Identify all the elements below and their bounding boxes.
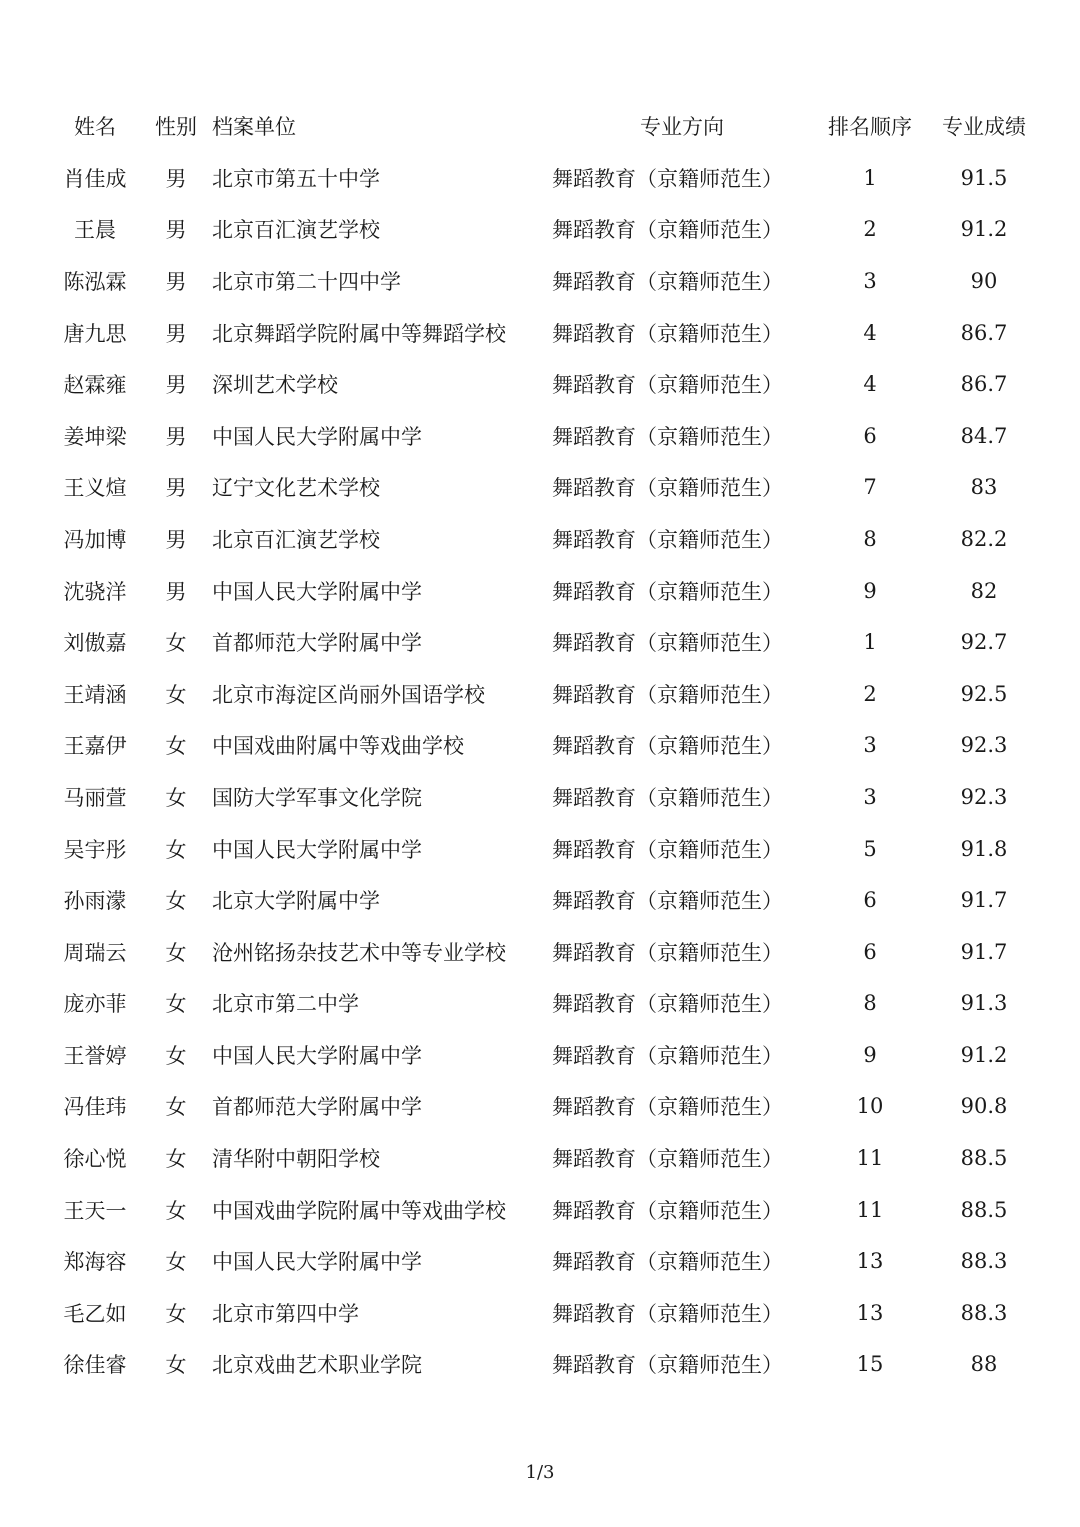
cell-score: 92.5 xyxy=(960,681,1008,706)
cell-unit: 北京市海淀区尚丽外国语学校 xyxy=(212,682,485,707)
cell-major: 舞蹈教育（京籍师范生） xyxy=(552,373,783,398)
score-table xyxy=(50,100,1040,1390)
header-gender: 性别 xyxy=(155,115,197,139)
cell-unit: 首都师范大学附属中学 xyxy=(212,1095,422,1120)
cell-unit: 清华附中朝阳学校 xyxy=(212,1147,380,1172)
cell-unit: 首都师范大学附属中学 xyxy=(212,631,422,656)
cell-rank: 6 xyxy=(863,939,877,964)
cell-gender: 女 xyxy=(165,1147,187,1172)
cell-gender: 男 xyxy=(165,269,187,294)
table-row xyxy=(50,978,1040,1030)
cell-rank: 6 xyxy=(863,888,877,913)
cell-major: 舞蹈教育（京籍师范生） xyxy=(552,269,783,294)
cell-name: 王天一 xyxy=(63,1198,127,1223)
cell-major: 舞蹈教育（京籍师范生） xyxy=(552,424,783,449)
table-body xyxy=(50,152,1040,1390)
header-name: 姓名 xyxy=(74,115,116,139)
cell-rank: 3 xyxy=(863,733,877,758)
cell-rank: 4 xyxy=(863,372,877,397)
cell-name: 冯加博 xyxy=(63,527,127,552)
cell-score: 92.3 xyxy=(960,733,1008,758)
table-row xyxy=(50,1287,1040,1339)
table-row xyxy=(50,668,1040,720)
cell-name: 姜坤梁 xyxy=(63,424,127,449)
table-row xyxy=(50,616,1040,668)
cell-score: 84.7 xyxy=(960,423,1008,448)
cell-gender: 女 xyxy=(165,1095,187,1120)
cell-major: 舞蹈教育（京籍师范生） xyxy=(552,476,783,501)
cell-name: 沈骁洋 xyxy=(63,579,127,604)
cell-name: 冯佳玮 xyxy=(63,1095,127,1120)
cell-name: 王晨 xyxy=(74,218,116,243)
cell-score: 90.8 xyxy=(960,1094,1008,1119)
table-row xyxy=(50,462,1040,514)
cell-unit: 中国人民大学附属中学 xyxy=(212,1250,422,1275)
cell-rank: 1 xyxy=(863,630,877,655)
table-row xyxy=(50,1081,1040,1133)
cell-unit: 中国人民大学附属中学 xyxy=(212,1043,422,1068)
cell-gender: 女 xyxy=(165,992,187,1017)
cell-major: 舞蹈教育（京籍师范生） xyxy=(552,889,783,914)
cell-major: 舞蹈教育（京籍师范生） xyxy=(552,527,783,552)
cell-name: 马丽萱 xyxy=(63,785,127,810)
table-row xyxy=(50,152,1040,204)
header-score: 专业成绩 xyxy=(942,115,1026,139)
cell-unit: 沧州铭扬杂技艺术中等专业学校 xyxy=(212,940,506,965)
cell-score: 91.7 xyxy=(960,888,1008,913)
cell-major: 舞蹈教育（京籍师范生） xyxy=(552,837,783,862)
cell-gender: 女 xyxy=(165,940,187,965)
cell-gender: 女 xyxy=(165,785,187,810)
cell-major: 舞蹈教育（京籍师范生） xyxy=(552,1095,783,1120)
cell-gender: 男 xyxy=(165,373,187,398)
cell-gender: 女 xyxy=(165,682,187,707)
cell-major: 舞蹈教育（京籍师范生） xyxy=(552,166,783,191)
cell-unit: 北京市第二十四中学 xyxy=(212,269,401,294)
table-row xyxy=(50,204,1040,256)
cell-name: 郑海容 xyxy=(63,1250,127,1275)
cell-rank: 11 xyxy=(856,1197,884,1222)
cell-gender: 男 xyxy=(165,527,187,552)
cell-score: 82.2 xyxy=(960,526,1008,551)
cell-major: 舞蹈教育（京籍师范生） xyxy=(552,1250,783,1275)
cell-score: 90 xyxy=(970,268,998,293)
cell-unit: 深圳艺术学校 xyxy=(212,373,338,398)
cell-name: 周瑞云 xyxy=(63,940,127,965)
cell-rank: 3 xyxy=(863,268,877,293)
cell-gender: 女 xyxy=(165,1198,187,1223)
page-number: 1/3 xyxy=(525,1462,555,1483)
cell-rank: 8 xyxy=(863,991,877,1016)
cell-name: 肖佳成 xyxy=(63,166,127,191)
cell-gender: 男 xyxy=(165,321,187,346)
cell-gender: 女 xyxy=(165,837,187,862)
cell-rank: 13 xyxy=(856,1249,884,1274)
cell-name: 王义煊 xyxy=(63,476,127,501)
cell-name: 徐心悦 xyxy=(63,1147,127,1172)
cell-score: 91.3 xyxy=(960,991,1008,1016)
cell-major: 舞蹈教育（京籍师范生） xyxy=(552,218,783,243)
table-row xyxy=(50,771,1040,823)
cell-gender: 女 xyxy=(165,734,187,759)
cell-name: 陈泓霖 xyxy=(63,269,127,294)
cell-name: 唐九思 xyxy=(63,321,127,346)
cell-gender: 女 xyxy=(165,1353,187,1378)
table-row xyxy=(50,307,1040,359)
cell-rank: 3 xyxy=(863,784,877,809)
cell-rank: 7 xyxy=(863,475,877,500)
table-row xyxy=(50,255,1040,307)
cell-score: 91.5 xyxy=(960,165,1008,190)
cell-unit: 北京百汇演艺学校 xyxy=(212,527,380,552)
cell-gender: 女 xyxy=(165,1301,187,1326)
table-row xyxy=(50,1339,1040,1391)
cell-score: 86.7 xyxy=(960,320,1008,345)
table-header xyxy=(50,100,1040,152)
cell-name: 吴宇彤 xyxy=(63,837,127,862)
cell-major: 舞蹈教育（京籍师范生） xyxy=(552,1147,783,1172)
cell-score: 88.3 xyxy=(960,1249,1008,1274)
header-row xyxy=(50,100,1040,152)
cell-major: 舞蹈教育（京籍师范生） xyxy=(552,579,783,604)
cell-rank: 9 xyxy=(863,1042,877,1067)
cell-name: 王誉婷 xyxy=(63,1043,127,1068)
cell-gender: 女 xyxy=(165,1043,187,1068)
table-row xyxy=(50,565,1040,617)
cell-score: 88.5 xyxy=(960,1197,1008,1222)
cell-gender: 女 xyxy=(165,1250,187,1275)
cell-major: 舞蹈教育（京籍师范生） xyxy=(552,631,783,656)
cell-unit: 北京舞蹈学院附属中等舞蹈学校 xyxy=(212,321,506,346)
cell-unit: 中国戏曲学院附属中等戏曲学校 xyxy=(212,1198,506,1223)
cell-name: 徐佳睿 xyxy=(63,1353,127,1378)
cell-rank: 1 xyxy=(863,165,877,190)
cell-major: 舞蹈教育（京籍师范生） xyxy=(552,321,783,346)
cell-score: 91.7 xyxy=(960,939,1008,964)
cell-rank: 2 xyxy=(863,217,877,242)
cell-name: 孙雨濛 xyxy=(63,889,127,914)
cell-major: 舞蹈教育（京籍师范生） xyxy=(552,1198,783,1223)
cell-major: 舞蹈教育（京籍师范生） xyxy=(552,1353,783,1378)
header-major: 专业方向 xyxy=(640,115,724,139)
cell-gender: 男 xyxy=(165,166,187,191)
table-row xyxy=(50,358,1040,410)
cell-score: 91.8 xyxy=(960,836,1008,861)
cell-rank: 11 xyxy=(856,1146,884,1171)
cell-unit: 北京百汇演艺学校 xyxy=(212,218,380,243)
cell-score: 88 xyxy=(970,1352,998,1377)
cell-score: 92.3 xyxy=(960,784,1008,809)
cell-score: 88.3 xyxy=(960,1300,1008,1325)
cell-rank: 5 xyxy=(863,836,877,861)
table-row xyxy=(50,720,1040,772)
table-row xyxy=(50,823,1040,875)
table-row xyxy=(50,410,1040,462)
cell-unit: 中国戏曲附属中等戏曲学校 xyxy=(212,734,464,759)
table-row xyxy=(50,926,1040,978)
cell-name: 赵霖雍 xyxy=(63,373,127,398)
cell-gender: 女 xyxy=(165,631,187,656)
cell-unit: 中国人民大学附属中学 xyxy=(212,579,422,604)
cell-rank: 15 xyxy=(856,1352,884,1377)
table-row xyxy=(50,1132,1040,1184)
cell-rank: 6 xyxy=(863,423,877,448)
cell-gender: 男 xyxy=(165,218,187,243)
cell-gender: 男 xyxy=(165,476,187,501)
cell-unit: 国防大学军事文化学院 xyxy=(212,785,422,810)
cell-name: 王嘉伊 xyxy=(63,734,127,759)
cell-unit: 北京市第四中学 xyxy=(212,1301,359,1326)
header-unit: 档案单位 xyxy=(212,115,296,139)
table-row xyxy=(50,513,1040,565)
table-row xyxy=(50,1235,1040,1287)
cell-major: 舞蹈教育（京籍师范生） xyxy=(552,940,783,965)
cell-major: 舞蹈教育（京籍师范生） xyxy=(552,1301,783,1326)
cell-gender: 男 xyxy=(165,579,187,604)
cell-unit: 中国人民大学附属中学 xyxy=(212,424,422,449)
table-row xyxy=(50,874,1040,926)
table-row xyxy=(50,1029,1040,1081)
cell-name: 庞亦菲 xyxy=(63,992,127,1017)
cell-unit: 辽宁文化艺术学校 xyxy=(212,476,380,501)
cell-score: 83 xyxy=(970,475,998,500)
cell-score: 86.7 xyxy=(960,372,1008,397)
cell-major: 舞蹈教育（京籍师范生） xyxy=(552,1043,783,1068)
cell-score: 92.7 xyxy=(960,630,1008,655)
cell-rank: 9 xyxy=(863,578,877,603)
cell-unit: 北京市第五十中学 xyxy=(212,166,380,191)
cell-rank: 10 xyxy=(856,1094,884,1119)
cell-major: 舞蹈教育（京籍师范生） xyxy=(552,682,783,707)
cell-name: 刘傲嘉 xyxy=(63,631,127,656)
cell-rank: 8 xyxy=(863,526,877,551)
cell-score: 88.5 xyxy=(960,1146,1008,1171)
cell-major: 舞蹈教育（京籍师范生） xyxy=(552,785,783,810)
cell-gender: 男 xyxy=(165,424,187,449)
cell-unit: 北京大学附属中学 xyxy=(212,889,380,914)
cell-unit: 中国人民大学附属中学 xyxy=(212,837,422,862)
table-row xyxy=(50,1184,1040,1236)
cell-gender: 女 xyxy=(165,889,187,914)
cell-rank: 4 xyxy=(863,320,877,345)
cell-score: 82 xyxy=(970,578,998,603)
cell-name: 王靖涵 xyxy=(63,682,127,707)
cell-unit: 北京市第二中学 xyxy=(212,992,359,1017)
cell-major: 舞蹈教育（京籍师范生） xyxy=(552,734,783,759)
cell-rank: 13 xyxy=(856,1300,884,1325)
cell-unit: 北京戏曲艺术职业学院 xyxy=(212,1353,422,1378)
cell-name: 毛乙如 xyxy=(63,1301,127,1326)
cell-major: 舞蹈教育（京籍师范生） xyxy=(552,992,783,1017)
cell-score: 91.2 xyxy=(960,1042,1008,1067)
cell-rank: 2 xyxy=(863,681,877,706)
cell-score: 91.2 xyxy=(960,217,1008,242)
header-rank: 排名顺序 xyxy=(828,115,912,139)
